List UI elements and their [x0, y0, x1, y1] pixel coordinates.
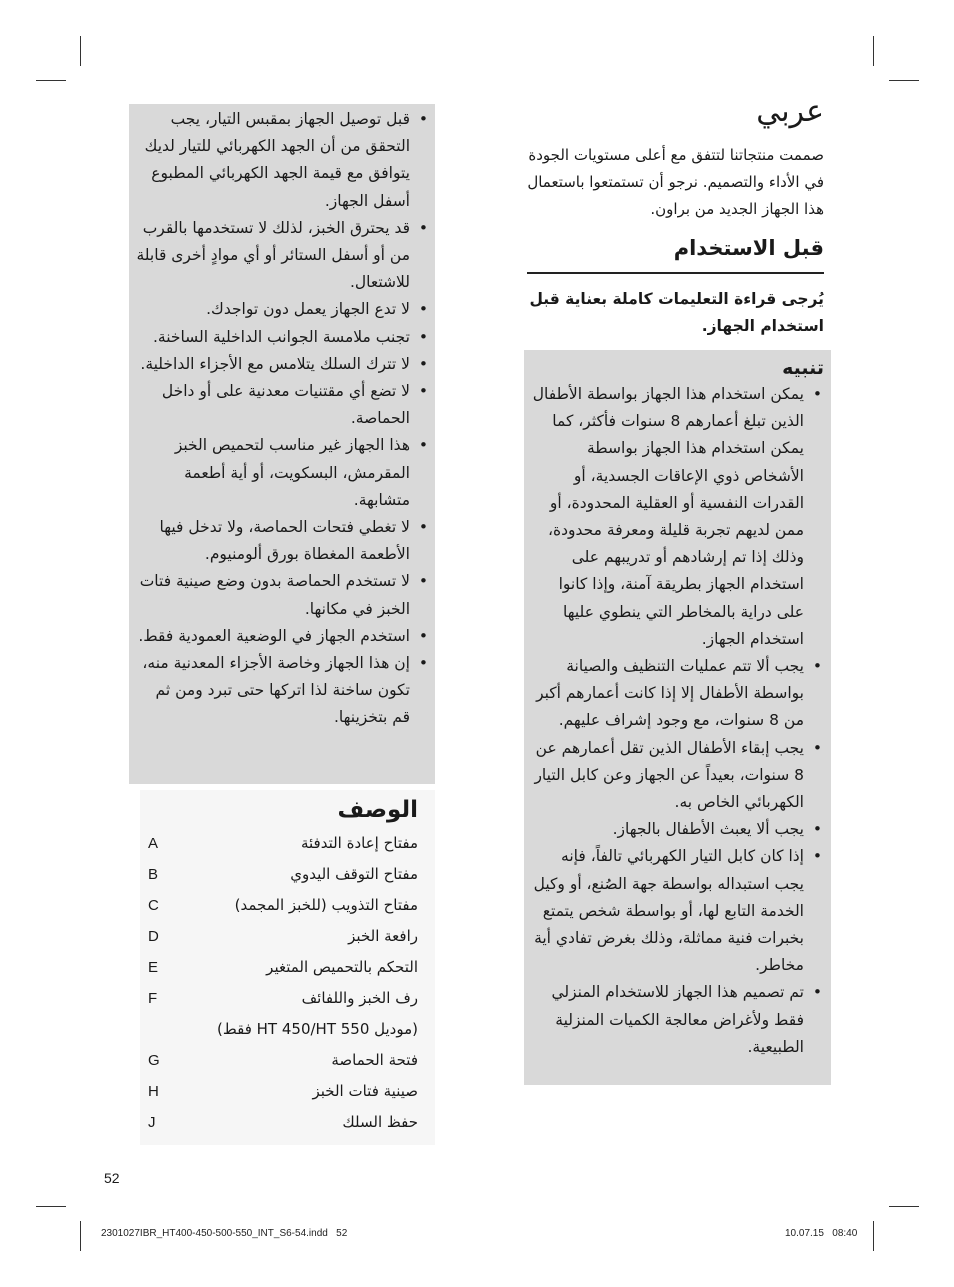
part-item	[148, 1014, 418, 1045]
caution-item: • يجب ألا تتم عمليات التنظيف والصيانة بواسطة الأطفال إلا إذا كانت أعمارهم أكبر من 8 سنوات، مع وجود إشراف عليهم.	[530, 653, 824, 735]
safety-item: • استخدم الجهاز في الوضعية العمودية فقط.	[136, 623, 430, 650]
part-letter: F	[148, 990, 158, 1007]
safety-item: • لا تدع الجهاز يعمل دون تواجدك.	[136, 296, 430, 323]
crop-mark	[36, 1206, 66, 1207]
part-letter: H	[148, 1083, 159, 1100]
caution-item: • إذا كان كابل التيار الكهربائي تالفاً، فإنه يجب استبداله بواسطة جهة الصُنع، أو وكيل الخدمة التابع لها، أو بواسطة شخص يتمتع بخبرات فنية مماثلة، وذلك بغرض تفادي أية مخاطر.	[530, 843, 824, 979]
safety-item: • لا تغطي فتحات الحماصة، ولا تدخل فيها الأطعمة المغطاة بورق ألومنيوم.	[136, 514, 430, 568]
part-label: التحكم بالتحميص المتغير	[266, 958, 418, 976]
caution-section	[530, 355, 824, 1061]
part-letter: A	[148, 835, 159, 852]
footer-file-info: 2301027IBR_HT400-450-500-550_INT_S6-54.indd 52	[101, 1228, 348, 1239]
part-label: رافعة الخبز	[348, 927, 418, 945]
crop-mark	[80, 36, 81, 66]
safety-list	[136, 106, 430, 732]
part-item	[148, 1076, 418, 1107]
part-letter: C	[148, 897, 159, 914]
part-label: (موديل HT 450/HT 550 فقط)	[217, 1020, 418, 1038]
part-label: رف الخبز واللفائف	[301, 989, 418, 1007]
description-section	[148, 795, 418, 1138]
part-label: مفتاح التوقف اليدوي	[290, 865, 418, 883]
safety-item: • قد يحترق الخبز، لذلك لا تستخدمها بالقرب من أو أسفل الستائر أو أي موادٍ أخرى قابلة للاشتعال.	[136, 215, 430, 297]
safety-item: • لا تضع أي مقتنيات معدنية على أو داخل الحماصة.	[136, 378, 430, 432]
safety-item: • هذا الجهاز غير مناسب لتحميص الخبز المقرمش، البسكويت، أو أية أطعمة متشابهة.	[136, 432, 430, 514]
safety-item: • إن هذا الجهاز وخاصة الأجزاء المعدنية منه، تكون ساخنة لذا اتركها حتى تبرد ومن ثم قم بتخزينها.	[136, 650, 430, 732]
caution-item: • يجب إبقاء الأطفال الذين تقل أعمارهم عن 8 سنوات، بعيداً عن الجهاز وعن كابل التيار الكهربائي الخاص به.	[530, 735, 824, 817]
part-item	[148, 859, 418, 890]
before-use-heading: قبل الاستخدام	[673, 236, 824, 260]
part-letter: B	[148, 866, 159, 883]
footer-date: 10.07.15 08:40	[785, 1228, 858, 1239]
part-letter: J	[148, 1114, 156, 1131]
language-heading: عربي	[756, 94, 824, 129]
part-item	[148, 890, 418, 921]
part-letter	[148, 1014, 176, 1045]
part-item	[148, 1107, 418, 1138]
parts-list	[148, 828, 418, 1138]
safety-item: • لا تستخدم الحماصة بدون وضع صينية فتات الخبز في مكانها.	[136, 568, 430, 622]
part-label: حفظ السلك	[342, 1113, 418, 1131]
intro-text: صممت منتجاتنا لتتفق مع أعلى مستويات الجودة في الأداء والتصميم. نرجو أن تستمتعوا باستعمال هذا الجهاز الجديد من براون.	[527, 146, 824, 218]
part-label: مفتاح إعادة التدفئة	[300, 834, 418, 852]
safety-item: • قبل توصيل الجهاز بمقبس التيار، يجب التحقق من أن الجهد الكهربائي للتيار لديك يتوافق مع قيمة الجهد الكهربائي المطبوع أسفل الجهاز.	[136, 106, 430, 215]
part-letter: D	[148, 928, 159, 945]
part-letter: E	[148, 959, 159, 976]
part-label: فتحة الحماصة	[331, 1051, 418, 1069]
crop-mark	[36, 80, 66, 81]
section-rule	[527, 272, 824, 274]
part-item	[148, 921, 418, 952]
crop-mark	[873, 1221, 874, 1251]
part-item	[148, 983, 418, 1014]
caution-item: • يجب ألا يعبث الأطفال بالجهاز.	[530, 816, 824, 843]
safety-item: • لا تترك السلك يتلامس مع الأجزاء الداخلية.	[136, 351, 430, 378]
caution-item: • تم تصميم هذا الجهاز للاستخدام المنزلي فقط ولأغراض معالجة الكميات المنزلية الطبيعية.	[530, 979, 824, 1061]
part-label: مفتاح التذويب (للخبز المجمد)	[234, 896, 418, 914]
safety-item: • تجنب ملامسة الجوانب الداخلية الساخنة.	[136, 324, 430, 351]
caution-list	[530, 381, 824, 1061]
part-item	[148, 952, 418, 983]
caution-item: • يمكن استخدام هذا الجهاز بواسطة الأطفال الذين تبلغ أعمارهم 8 سنوات فأكثر، كما يمكن استخدام هذا الجهاز بواسطة الأشخاص ذوي الإعاقات الجسدية، أو القدرات النفسية أو العقلية المحدودة، أو ممن لديهم تجربة قليلة ومعرفة محدودة، وذلك إذا تم إرشادهم أو تدريبهم على استخدام الجهاز بطريقة آمنة، وإذا كانوا على دراية بالمخاطر التي ينطوي عليها استخدام الجهاز.	[530, 381, 824, 653]
caution-heading: تنبيه	[782, 357, 824, 379]
crop-mark	[873, 36, 874, 66]
crop-mark	[889, 1206, 919, 1207]
part-letter: G	[148, 1052, 160, 1069]
part-label: صينية فتات الخبز	[312, 1082, 418, 1100]
part-item	[148, 1045, 418, 1076]
part-item	[148, 828, 418, 859]
description-heading: الوصف	[337, 797, 418, 823]
page-number: 52	[104, 1170, 120, 1186]
safety-list-container	[136, 106, 430, 732]
before-use-instruction: يُرجى قراءة التعليمات كاملة بعناية قبل استخدام الجهاز.	[529, 290, 824, 335]
right-column-top	[527, 94, 824, 263]
crop-mark	[80, 1221, 81, 1251]
crop-mark	[889, 80, 919, 81]
